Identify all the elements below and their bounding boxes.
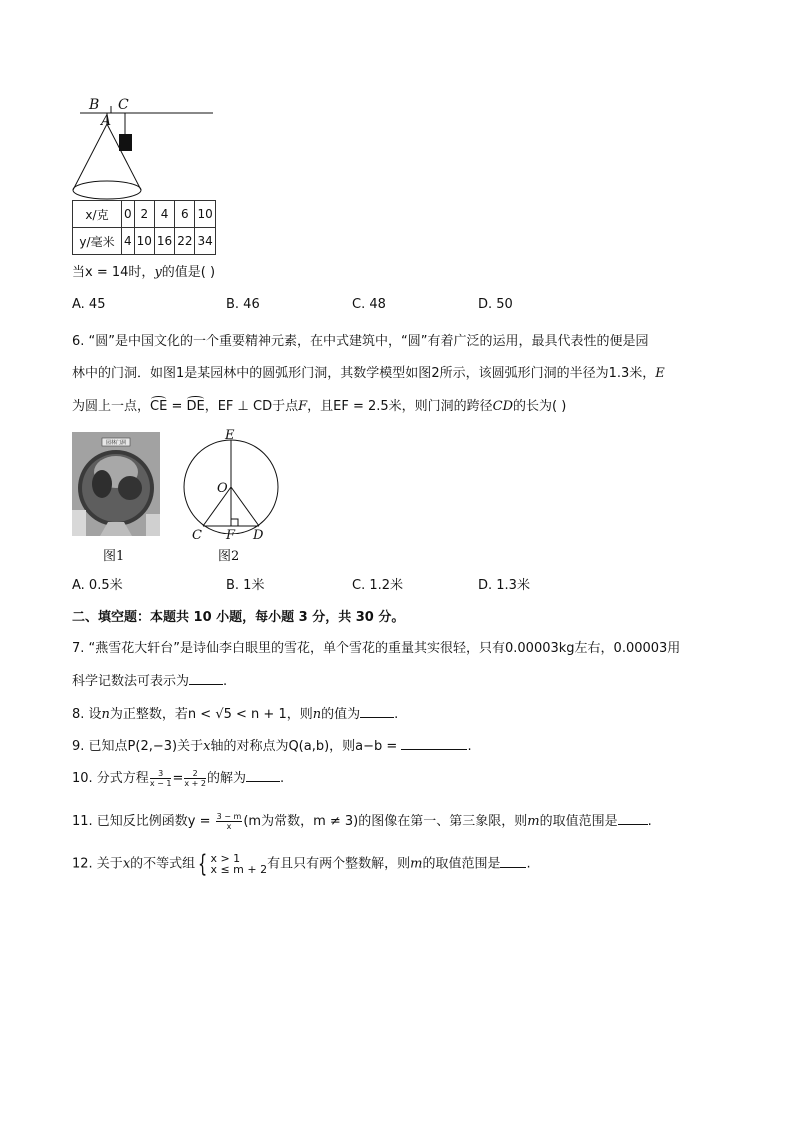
q5-data-table (72, 200, 216, 255)
fraction-3-minus-m: $\frac{3 - m}{x}$ (216, 812, 242, 831)
row-header-x: x/克 (73, 201, 122, 228)
inequality-system: x > 1 x ≤ m + 2 (210, 852, 268, 876)
fraction-left: $\frac{3}{x - 1}$ (149, 769, 172, 788)
table-cell: 2 (134, 201, 154, 228)
moon-gate-illustration (72, 432, 160, 536)
table-cell: 4 (122, 228, 135, 255)
q10-question: 10. 分式方程 $\frac{3}{x - 1}$ = $\frac{2}{x + 2}$ 的解为 . (72, 769, 285, 788)
fig1-caption: 图1 (103, 549, 125, 564)
q5-question: 当x = 14时，y的值是( ) (72, 265, 216, 280)
label-d: D (253, 528, 264, 543)
label-a: A (101, 113, 112, 129)
answer-blank[interactable] (500, 855, 526, 868)
moon-gate-photo (72, 432, 160, 536)
q5-option-d[interactable]: D. 50 (478, 297, 513, 312)
q8-question: 8. 设n为正整数，若n < √5 < n + 1，则n的值为 . (72, 707, 399, 722)
q6-option-b[interactable]: B. 1米 (226, 578, 265, 593)
system-brace: { (198, 850, 208, 878)
table-cell: 4 (154, 201, 174, 228)
answer-blank[interactable] (618, 812, 648, 825)
table-cell: 0 (122, 201, 135, 228)
table-cell: 34 (195, 228, 215, 255)
right-angle-mark (231, 519, 238, 526)
label-o: O (217, 481, 228, 496)
q5-option-a[interactable]: A. 45 (72, 297, 106, 312)
sqrt-five: √5 (215, 707, 232, 722)
label-c: C (118, 97, 129, 113)
answer-blank[interactable] (401, 737, 467, 750)
arc-de: DE (186, 399, 205, 414)
q6-line-1: 6. “圆”是中国文化的一个重要精神元素，在中式建筑中，“圆”有着广泛的运用，最具代表性的便是园 (72, 334, 649, 349)
cone-left-edge (73, 124, 107, 190)
table-row (73, 228, 216, 255)
label-e: E (225, 428, 235, 443)
answer-blank[interactable] (246, 769, 280, 782)
q6-option-d[interactable]: D. 1.3米 (478, 578, 530, 593)
table-cell: 10 (134, 228, 154, 255)
arc-ce: CE (150, 399, 168, 414)
q11-question: 11. 已知反比例函数y = $\frac{3 - m}{x}$ (m为常数，m ≠ 3)的图像在第一、第三象限，则m的取值范围是 . (72, 812, 652, 831)
q6-line-3: 为圆上一点，CE = DE，EF ⊥ CD于点F，且EF = 2.5米，则门洞的跨径CD的长为( ) (72, 399, 567, 414)
table-cell: 22 (175, 228, 195, 255)
cone-base (73, 181, 141, 199)
fraction-right: $\frac{2}{x + 2}$ (184, 769, 206, 788)
label-f: F (226, 528, 236, 543)
table-cell: 6 (175, 201, 195, 228)
line-od (231, 487, 259, 526)
q5-option-c[interactable]: C. 48 (352, 297, 386, 312)
fig2-caption: 图2 (218, 549, 240, 564)
table-cell: 10 (195, 201, 215, 228)
cone-right-edge (107, 124, 141, 190)
q7-line-2: 科学记数法可表示为 . (72, 674, 228, 689)
label-b: B (89, 97, 100, 113)
q6-circle-figure (180, 430, 284, 534)
q6-option-a[interactable]: A. 0.5米 (72, 578, 123, 593)
table-row (73, 201, 216, 228)
q12-question: 12. 关于x的不等式组 { x > 1 x ≤ m + 2 有且只有两个整数解，则m的取值范围是 . (72, 850, 531, 878)
q6-line-2: 林中的门洞．如图1是某园林中的圆弧形门洞，其数学模型如图2所示，该圆弧形门洞的半径为1.3米，E (72, 366, 665, 381)
q9-question: 9. 已知点P(2,−3)关于x轴的对称点为Q(a,b)，则a−b = . (72, 739, 472, 754)
q6-option-c[interactable]: C. 1.2米 (352, 578, 404, 593)
label-c: C (192, 528, 202, 543)
answer-blank[interactable] (189, 672, 223, 685)
q5-option-b[interactable]: B. 46 (226, 297, 260, 312)
table-cell: 16 (154, 228, 174, 255)
row-header-y: y/毫米 (73, 228, 122, 255)
gate-sign-text: 园林门洞 (105, 440, 127, 446)
weight-block (119, 134, 132, 151)
answer-blank[interactable] (360, 705, 394, 718)
q7-line-1: 7. “燕雪花大轩台”是诗仙李白眼里的雪花，单个雪花的重量其实很轻，只有0.00003kg左右，0.00003用 (72, 641, 681, 656)
section-2-title: 二、填空题：本题共 10 小题，每小题 3 分，共 30 分。 (72, 610, 405, 625)
